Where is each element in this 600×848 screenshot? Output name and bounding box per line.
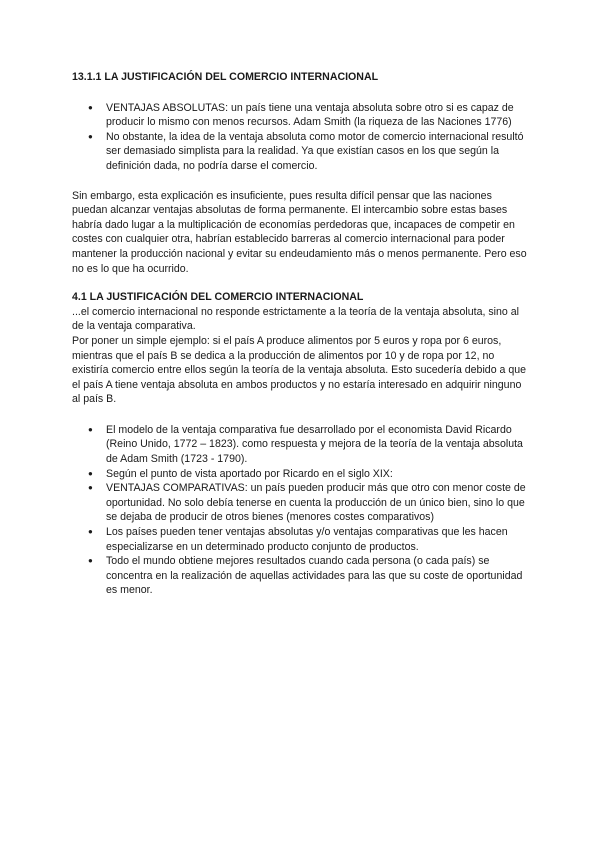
list-item: ● VENTAJAS ABSOLUTAS: un país tiene una ventaja absoluta sobre otro si es capaz de producir lo mismo con menos recursos. Adam Smith (la riqueza de las Naciones 1776) <box>72 101 528 130</box>
bullet-list-comparative-advantage <box>72 423 528 598</box>
list-item: ● El modelo de la ventaja comparativa fue desarrollado por el economista David Ricardo (Reino Unido, 1772 – 1823). como respuesta y mejora de la teoría de la ventaja absoluta de Adam Smith (1723 - 1790). <box>72 423 528 467</box>
document-page <box>72 70 528 598</box>
list-item: ● No obstante, la idea de la ventaja absoluta como motor de comercio internacional resultó ser demasiado simplista para la realidad. Ya que existían casos en los que según la definición dada, no podría darse el comercio. <box>72 130 528 174</box>
section-heading-13-1-1: 13.1.1 LA JUSTIFICACIÓN DEL COMERCIO INTERNACIONAL <box>72 71 379 83</box>
section-heading-4-1: 4.1 LA JUSTIFICACIÓN DEL COMERCIO INTERNACIONAL <box>72 291 364 304</box>
list-item: ● VENTAJAS COMPARATIVAS: un país pueden producir más que otro con menor coste de oportunidad. No solo debía tenerse en cuenta la producción de un único bien, sino lo que se dejaba de producir de otros bienes (menores costes comparativos) <box>72 481 528 525</box>
paragraph-insufficient-explanation: Sin embargo, esta explicación es insuficiente, pues resulta difícil pensar que las naciones puedan alcanzar ventajas absolutas de forma permanente. El intercambio sobre estas bases habría dado lugar a la multiplicación de economías perdedoras que, incapaces de competir en costes con cualquier otra, habrían establecido barreras al comercio internacional para poder mantener la producción nacional y evitar su endeudamiento más o menos permanente. Pero eso no es lo que ha ocurrido. <box>72 189 527 275</box>
list-item: ● Los países pueden tener ventajas absolutas y/o ventajas comparativas que les hacen especializarse en un determinado producto conjunto de productos. <box>72 525 528 554</box>
paragraph-intro: ...el comercio internacional no responde estrictamente a la teoría de la ventaja absoluta, sino al de la ventaja comparativa. <box>72 305 519 333</box>
list-item: ● Según el punto de vista aportado por Ricardo en el siglo XIX: <box>72 467 528 482</box>
list-item: ● Todo el mundo obtiene mejores resultados cuando cada persona (o cada país) se concentra en la realización de aquellas actividades para las que su coste de oportunidad es menor. <box>72 554 528 598</box>
bullet-list-absolute-advantage <box>72 101 528 174</box>
paragraph-example: Por poner un simple ejemplo: si el país A produce alimentos por 5 euros y ropa por 6 euros, mientras que el país B se dedica a la producción de alimentos por 10 y de ropa por 12, no existiría comercio entre ellos según la teoría de la ventaja absoluta. Esto sucedería debido a que el país A tiene ventaja absoluta en ambos productos y no estaría interesado en adquirir ninguno al país B. <box>72 334 527 406</box>
